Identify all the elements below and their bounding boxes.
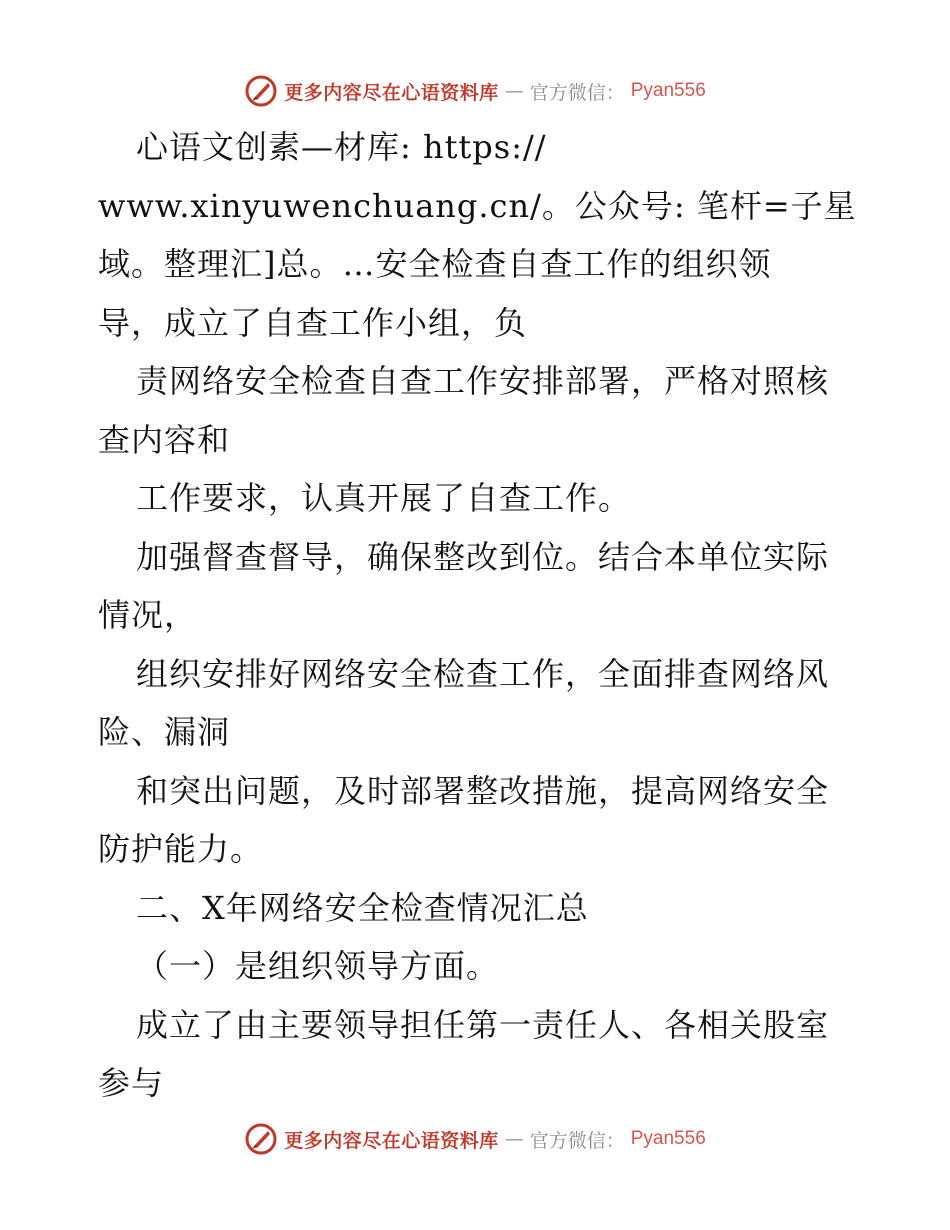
text-line: 组织安排好网络安全检查工作，全面排查网络风	[136, 654, 830, 693]
text-line: 责网络安全检查自查工作安排部署，严格对照核	[136, 362, 830, 400]
document-body	[98, 118, 858, 1113]
text-line: 心语文创素—材库: https://	[136, 128, 547, 166]
quill-logo-icon	[244, 74, 278, 108]
text-line: 工作要求，认真开展了自查工作。	[136, 479, 632, 517]
text-line: 加强督查督导，确保整改到位。结合本单位实际	[136, 537, 830, 576]
text-line: 导，成立了自查工作小组，负	[98, 303, 528, 342]
footer-banner	[0, 1122, 950, 1156]
banner-separator: —	[504, 1128, 524, 1150]
text-line: 查内容和	[98, 420, 231, 459]
quill-logo-icon	[244, 1122, 278, 1156]
banner-text: 更多内容尽在心语资料库	[284, 1129, 499, 1152]
text-line: www.xinyuwenchuang.cn/。公众号: 笔杆=子星	[98, 186, 857, 225]
text-line: 情况，	[98, 596, 198, 634]
subsection-heading: （一）是组织领导方面。	[136, 947, 500, 985]
text-line: 域。整理汇]总。…安全检查自查工作的组织领	[98, 245, 772, 283]
banner-separator: —	[504, 80, 524, 102]
text-line: 险、漏洞	[98, 713, 231, 751]
text-line: 参与	[98, 1064, 165, 1102]
banner-wechat-id: Pyan556	[630, 80, 706, 101]
banner-wechat-id: Pyan556	[630, 1128, 706, 1149]
text-line: 成立了由主要领导担任第一责任人、各相关股室	[136, 1005, 830, 1044]
text-line: 防护能力。	[98, 830, 264, 868]
banner-wechat-label: 官方微信：	[529, 81, 625, 104]
section-heading: 二、X年网络安全检查情况汇总	[136, 888, 589, 927]
text-line: 和突出问题，及时部署整改措施，提高网络安全	[136, 771, 830, 810]
header-banner	[0, 74, 950, 108]
banner-wechat-label: 官方微信：	[529, 1129, 625, 1152]
banner-text: 更多内容尽在心语资料库	[284, 81, 499, 104]
